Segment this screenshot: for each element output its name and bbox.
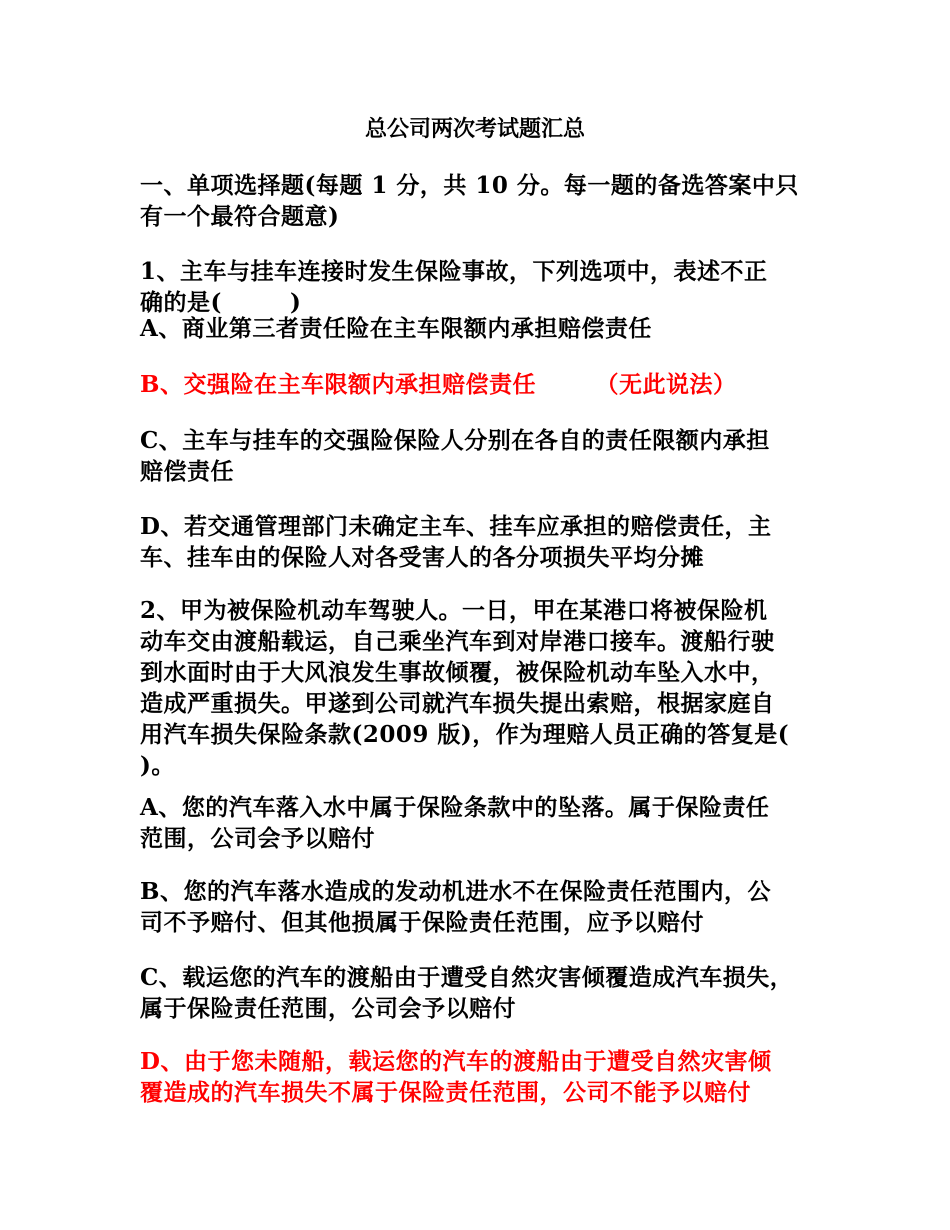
question-2-option-b: B、您的汽车落水造成的发动机进水不在保险责任范围内，公 司不予赔付、但其他损属于保险责任范围，应予以赔付 xyxy=(140,878,771,936)
question-2-option-d-answer: D、由于您未随船，载运您的汽车的渡船由于遭受自然灾害倾 覆造成的汽车损失不属于保险责任范围，公司不能予以赔付 xyxy=(140,1048,772,1106)
question-2-text: 2、甲为被保险机动车驾驶人。一日，甲在某港口将被保险机 动车交由渡船载运，自己乘坐汽车到对岸港口接车。渡船行驶 到水面时由于大风浪发生事故倾覆，被保险机动车坠入水中， 造成严重损失。甲遂到公司就汽车损失提出索赔，根据家庭自 用汽车损失保险条款(2009 版)，作为理赔人员正确的答复是( )。 xyxy=(140,597,790,779)
page-title: 总公司两次考试题汇总 xyxy=(364,116,585,142)
question-1-text: 1、主车与挂车连接时发生保险事故，下列选项中，表述不正 确的是( ) xyxy=(140,258,768,316)
question-1-option-a: A、商业第三者责任险在主车限额内承担赔偿责任 xyxy=(140,315,652,342)
question-2-option-a: A、您的汽车落入水中属于保险条款中的坠落。属于保险责任 范围，公司会予以赔付 xyxy=(140,794,770,852)
question-2-option-c: C、载运您的汽车的渡船由于遭受自然灾害倾覆造成汽车损失， 属于保险责任范围，公司会予以赔付 xyxy=(140,964,794,1022)
question-1-option-b-answer: B、交强险在主车限额内承担赔偿责任 （无此说法） xyxy=(140,371,737,398)
section-heading: 一、单项选择题(每题 1 分，共 10 分。每一题的备选答案中只 有一个最符合题意) xyxy=(140,172,799,230)
question-1-option-d: D、若交通管理部门未确定主车、挂车应承担的赔偿责任，主 车、挂车由的保险人对各受害人的各分项损失平均分摊 xyxy=(140,513,772,571)
question-1-option-c: C、主车与挂车的交强险保险人分别在各自的责任限额内承担 赔偿责任 xyxy=(140,427,770,485)
